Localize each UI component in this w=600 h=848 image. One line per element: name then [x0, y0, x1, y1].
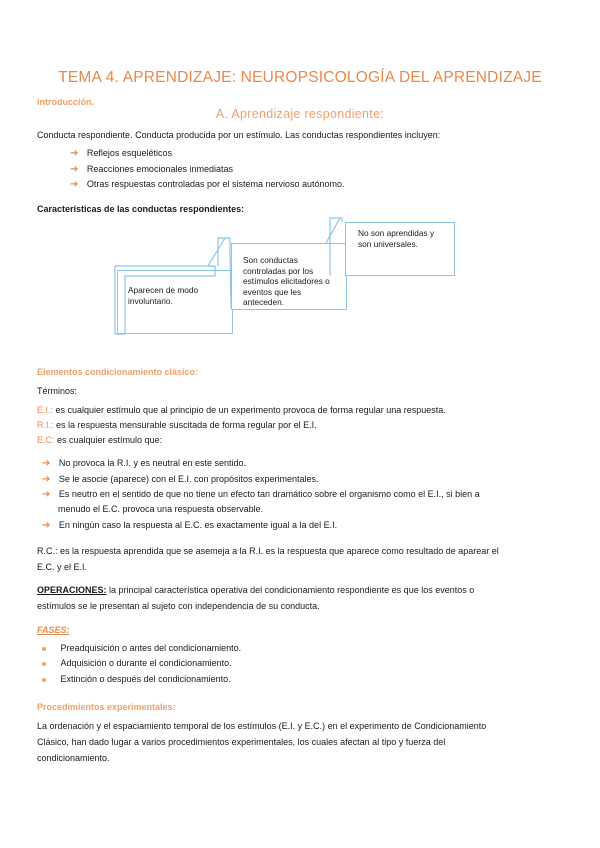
procedimientos-line3: condicionamiento.: [37, 753, 110, 763]
elementos-heading: Elementos condicionamiento clásico:: [37, 367, 199, 377]
staircase-connector: [110, 210, 470, 340]
operaciones-line2: estímulos se le presentan al sujeto con independencia de su conducta.: [37, 601, 320, 611]
procedimientos-line1: La ordenación y el espaciamiento temporal de los estímulos (E.I. y E.C.) en el experimento de Condicionamiento: [37, 721, 487, 731]
arrow-icon: ➔: [70, 164, 79, 175]
arrow-icon: ➔: [42, 474, 51, 485]
caracteristicas-heading: Características de las conductas respondientes:: [37, 204, 245, 214]
procedimientos-line2: Clásico, han dado lugar a varios procedimientos experimentales, los cuales afectan al tipo y fuerza del: [37, 737, 446, 747]
list-item: Extinción o después del condicionamiento.: [42, 673, 231, 686]
list-item: ➔ En ningún caso la respuesta al E.C. es exactamente igual a la del E.I.: [42, 520, 338, 531]
ec-definition: E.C: es cualquier estímulo que:: [37, 435, 163, 445]
operaciones-line1: OPERACIONES: la principal característica operativa del condicionamiento respondiente es que los eventos o: [37, 585, 475, 595]
diagram-box-1-text: Aparecen de modo involuntario.: [128, 285, 199, 306]
ri-definition: R.I.: es la respuesta mensurable suscitada de forma regular por el E.I.: [37, 420, 317, 430]
intro-label: Introducción.: [37, 97, 94, 107]
diagram-box-3-text: No son aprendidas y son universales.: [358, 228, 435, 249]
rc-definition-line2: E.C. y el E.I.: [37, 562, 88, 572]
list-item: ➔ Reacciones emocionales inmediatas: [70, 164, 233, 175]
arrow-icon: ➔: [70, 148, 79, 159]
list-item-continuation: menudo el E.C. provoca una respuesta observable.: [58, 504, 264, 514]
rc-definition-line1: R.C.: es la respuesta aprendida que se asemeja a la R.I. es la respuesta que aparece como resultado de aparear el: [37, 546, 499, 556]
bullet-dot-icon: [42, 662, 46, 666]
diagram-box-2-text: Son conductas controladas por los estímulos elicitadores o eventos que les anteceden.: [243, 255, 330, 307]
bullet-dot-icon: [42, 678, 46, 682]
terminos-label: Términos:: [37, 386, 78, 396]
list-item: Adquisición o durante el condicionamiento.: [42, 657, 232, 670]
conducta-definition: Conducta respondiente. Conducta producida por un estímulo. Las conductas respondientes incluyen:: [37, 130, 441, 140]
procedimientos-heading: Procedimientos experimentales:: [37, 702, 176, 712]
arrow-icon: ➔: [70, 179, 79, 190]
list-item: ➔ Se le asocie (aparece) con el E.I. con propósitos experimentales.: [42, 474, 319, 485]
fases-heading: FASES:: [37, 625, 70, 635]
bullet-dot-icon: [42, 647, 46, 651]
list-item: ➔ Reflejos esqueléticos: [70, 148, 172, 159]
page-title: TEMA 4. APRENDIZAJE: NEUROPSICOLOGÍA DEL APRENDIZAJE: [58, 69, 542, 86]
arrow-icon: ➔: [42, 520, 51, 531]
list-item: ➔ Otras respuestas controladas por el sistema nervioso autónomo.: [70, 179, 345, 190]
arrow-icon: ➔: [42, 489, 51, 500]
section-a-heading: A. Aprendizaje respondiente:: [215, 107, 385, 121]
ei-definition: E.I.: es cualquier estímulo que al principio de un experimento provoca de forma regular una respuesta.: [37, 405, 446, 415]
list-item: Preadquisición o antes del condicionamiento.: [42, 642, 241, 655]
list-item: ➔ No provoca la R.I. y es neutral en este sentido.: [42, 458, 247, 469]
arrow-icon: ➔: [42, 458, 51, 469]
list-item: ➔ Es neutro en el sentido de que no tiene un efecto tan dramático sobre el organismo como el E.I., si bien a: [42, 489, 480, 500]
